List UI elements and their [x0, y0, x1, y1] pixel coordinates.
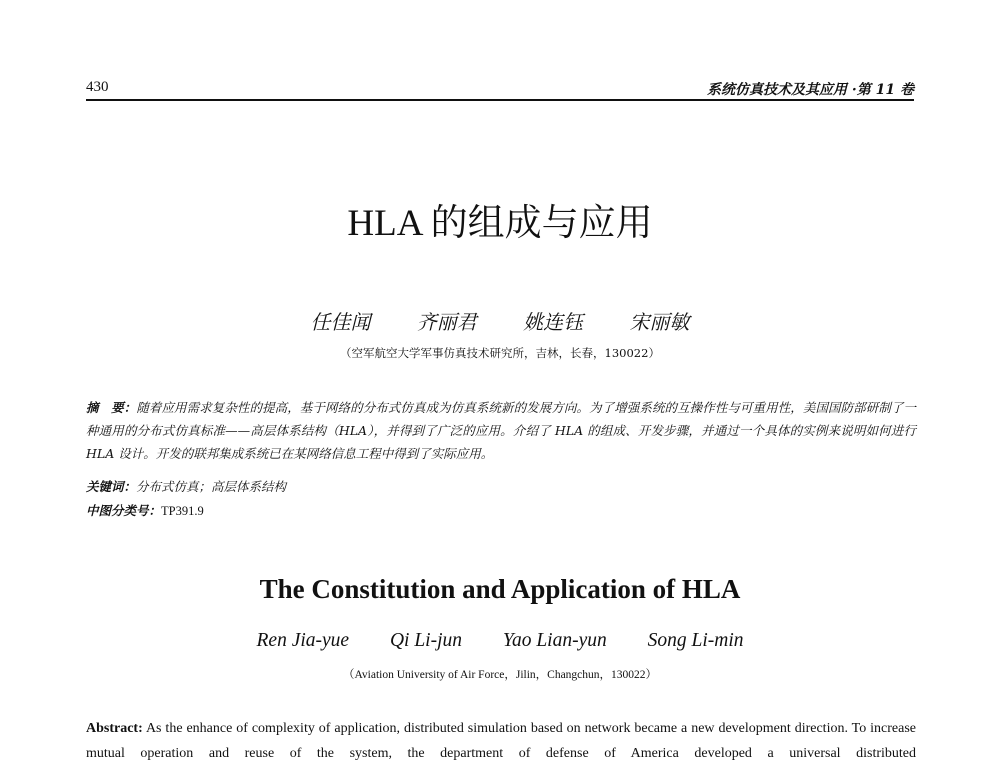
- page-number: 430: [86, 79, 109, 95]
- clc-text: TP391.9: [161, 504, 204, 518]
- clc-number: [86, 499, 916, 523]
- abstract-cn-label: 摘 要：: [86, 400, 137, 415]
- author-cn: 齐丽君: [416, 310, 477, 334]
- abstract-cn-text: 随着应用需求复杂性的提高，基于网络的分布式仿真成为仿真系统新的发展方向。为了增强系统的互操作性与可重用性，美国国防部研制了一种通用的分布式仿真标准——高层体系结构（HLA），并得到了广泛的应用。介绍了 HLA 的组成、开发步骤，并通过一个具体的实例来说明如何进行 HLA 设计。开发的联邦集成系统已在某网络信息工程中得到了实际应用。: [86, 400, 916, 461]
- authors-cn: [0, 306, 1000, 335]
- author-en: Qi Li-jun: [389, 630, 463, 651]
- authors-en: [0, 630, 1000, 652]
- author-cn: 姚连钰: [523, 310, 584, 334]
- abstract-cn: [86, 396, 916, 465]
- author-en: Ren Jia-yue: [256, 630, 350, 651]
- author-en: Song Li-min: [647, 630, 744, 651]
- title-cn: HLA 的组成与应用: [347, 203, 653, 244]
- affiliation-en: （Aviation University of Air Force，Jilin，Changchun，130022）: [342, 669, 658, 681]
- header-rule: [86, 99, 914, 101]
- author-en: Yao Lian-yun: [502, 630, 607, 651]
- keywords-cn-label: 关键词：: [86, 479, 137, 494]
- abstract-en-label: Abstract:: [86, 721, 143, 736]
- abstract-en: [86, 716, 916, 766]
- author-cn: 宋丽敏: [629, 310, 690, 334]
- clc-label: 中图分类号：: [86, 503, 162, 518]
- affiliation-cn: （空军航空大学军事仿真技术研究所，吉林，长春，130022）: [340, 346, 660, 360]
- keywords-cn: [86, 475, 916, 498]
- title-en: The Constitution and Application of HLA: [259, 574, 741, 604]
- keywords-cn-text: 分布式仿真；高层体系结构: [136, 479, 287, 494]
- running-header: 系统仿真技术及其应用 ·第 11 卷: [707, 82, 914, 98]
- author-cn: 任佳闻: [310, 310, 371, 334]
- abstract-en-text: As the enhance of complexity of application, distributed simulation based on network became a new development direction. To increase mutual operation and reuse of the system, the department of defense of America developed a universal distributed: [86, 721, 916, 761]
